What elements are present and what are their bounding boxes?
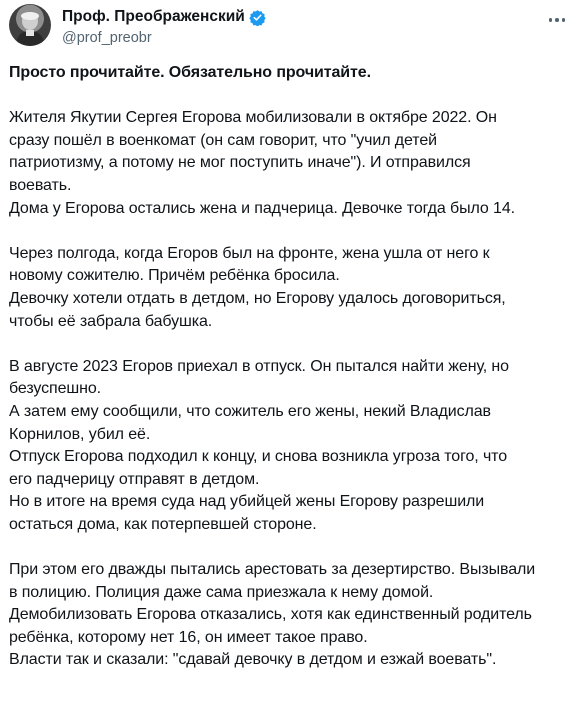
tweet-header: [9, 4, 579, 48]
text-line: патриотизму, а потому не мог поступить иначе"). И отправился: [9, 154, 471, 172]
avatar-portrait-icon: [9, 4, 51, 46]
text-line: воевать.: [9, 176, 72, 194]
tweet-title: Просто прочитайте. Обязательно прочитайте.: [9, 64, 371, 81]
text-line: ребёнка, которому нет 16, он имеет такое право.: [9, 628, 368, 646]
text-line: При этом его дважды пытались арестовать за дезертирство. Вызывали: [9, 561, 536, 579]
paragraph: [9, 243, 579, 333]
text-line: сразу пошёл в военкомат (он сам говорит, что "учил детей: [9, 131, 437, 149]
tweet-body: [9, 62, 579, 695]
text-line: его падчерицу отправят в детдом.: [9, 470, 260, 488]
author-name[interactable]: Проф. Преображенский: [62, 8, 245, 25]
text-line: В августе 2023 Егоров приехал в отпуск. Он пытался найти жену, но: [9, 357, 509, 375]
text-line: Но в итоге на время суда над убийцей жены Егорову разрешили: [9, 493, 485, 511]
verified-badge-icon: [249, 9, 266, 26]
text-line: А затем ему сообщили, что сожитель его жены, некий Владислав: [9, 402, 491, 420]
paragraph: [9, 107, 579, 220]
text-line: Корнилов, убил её.: [9, 425, 151, 443]
author-name-row: [62, 8, 266, 26]
more-options-icon[interactable]: [545, 10, 569, 30]
text-line: Отпуск Егорова подходил к концу, и снова возникла угроза того, что: [9, 448, 508, 466]
text-line: в полицию. Полиция даже сама приезжала к нему домой.: [9, 583, 434, 601]
text-line: чтобы её забрала бабушка.: [9, 312, 213, 330]
author-handle[interactable]: @prof_preobr: [62, 30, 152, 46]
text-line: Власти так и сказали: "сдавай девочку в детдом и езжай воевать".: [9, 651, 497, 669]
text-line: Демобилизовать Егорова отказались, хотя как единственный родитель: [9, 606, 532, 624]
text-line: новому сожителю. Причём ребёнка бросила.: [9, 267, 340, 285]
text-line: Жителя Якутии Сергея Егорова мобилизовали в октябре 2022. Он: [9, 109, 497, 127]
avatar[interactable]: [9, 4, 51, 46]
text-line: Дома у Егорова остались жена и падчерица. Девочке тогда было 14.: [9, 199, 515, 217]
text-line: остаться дома, как потерпевшей стороне.: [9, 515, 317, 533]
paragraph: [9, 356, 579, 537]
text-line: безуспешно.: [9, 380, 101, 398]
text-line: Через полгода, когда Егоров был на фронте, жена ушла от него к: [9, 244, 490, 262]
text-line: Девочку хотели отдать в детдом, но Егорову удалось договориться,: [9, 289, 506, 307]
paragraph: [9, 559, 579, 672]
